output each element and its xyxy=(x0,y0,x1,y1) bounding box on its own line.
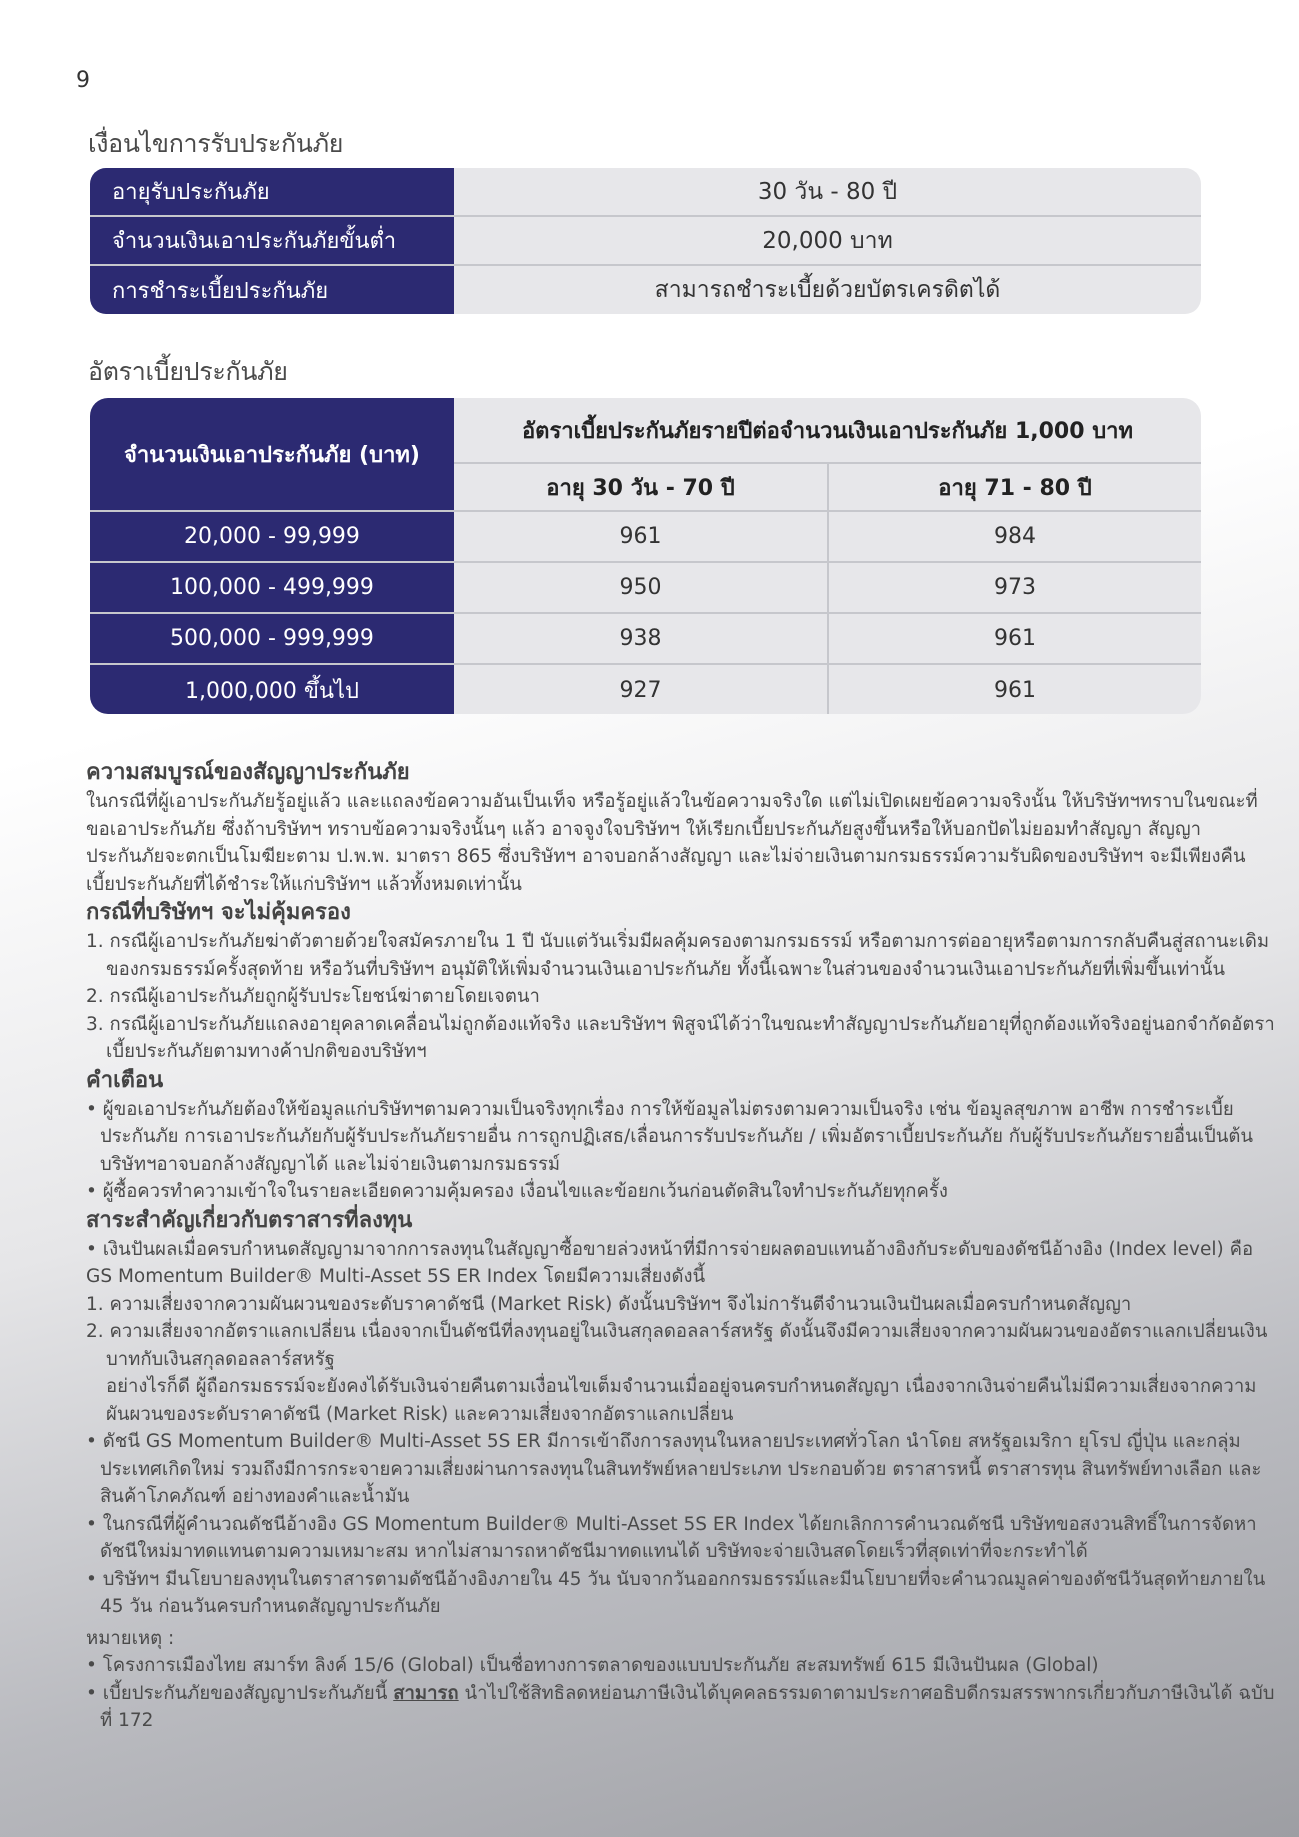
risk-item: 1. ความเสี่ยงจากความผันผวนของระดับราคาดัชนี (Market Risk) ดังนั้นบริษัทฯ จึงไม่การันตีจำนวนเงินปันผลเมื่อครบกำหนดสัญญา xyxy=(86,1293,1132,1315)
page-number: 9 xyxy=(76,68,90,93)
completeness-line: ประกันภัยจะตกเป็นโมฆียะตาม ป.พ.พ. มาตรา 865 ซึ่งบริษัทฯ อาจบอกล้างสัญญา และไม่จ่ายเงินตามกรมธรรม์ความรับผิดของบริษัทฯ จะมีเพียงคืน xyxy=(86,846,1246,867)
conditions-row xyxy=(90,168,1201,217)
rates-main-header: อัตราเบี้ยประกันภัยรายปีต่อจำนวนเงินเอาประกันภัย 1,000 บาท xyxy=(454,398,1201,464)
rates-row xyxy=(90,561,1201,612)
rates-column-header: จำนวนเงินเอาประกันภัย (บาท) xyxy=(123,442,420,468)
completeness-line: ขอเอาประกันภัย ซึ่งถ้าบริษัทฯ ทราบข้อความจริงนั้นๆ แล้ว อาจจูงใจบริษัทฯ ให้เรียกเบี้ยประกันภัยสูงขึ้นหรือให้บอกปัดไม่ยอมทำสัญญา สัญญา xyxy=(86,818,1202,840)
investment-bullet: • บริษัทฯ มีนโยบายลงทุนในตราสารตามดัชนีอ้างอิงภายใน 45 วัน นับจากวันออกกรมธรรม์และมีนโยบายที่จะคำนวณมูลค่าของดัชนีวันสุดท้ายภายใน 45 วัน ก่อนวันครบกำหนดสัญญาประกันภัย xyxy=(86,1568,1266,1617)
conditions-row xyxy=(90,266,1201,314)
conditions-label: การชำระเบี้ยประกันภัย xyxy=(90,266,454,314)
investment-intro: • เงินปันผลเมื่อครบกำหนดสัญญามาจากการลงทุนในสัญญาซื้อขายล่วงหน้าที่มีการจ่ายผลตอบแทนอ้างอิงกับระดับของดัชนีอ้างอิง (Index level) คือ GS Momentum Builder® Multi-Asset 5S ER Index โดยมีความเสี่ยงดังนี้ xyxy=(86,1238,1254,1287)
rates-band: 500,000 - 999,999 xyxy=(170,626,374,651)
conditions-label: อายุรับประกันภัย xyxy=(90,168,454,217)
note-text: นำไปใช้สิทธิลดหย่อนภาษีเงินได้บุคคลธรรมดาตามประกาศอธิบดีกรมสรรพากรเกี่ยวกับภาษีเงินได้ ฉบับที่ 172 xyxy=(100,1682,1275,1731)
rates-band: 100,000 - 499,999 xyxy=(170,575,374,600)
rates-row xyxy=(90,612,1201,663)
rates-value: 927 xyxy=(454,665,829,714)
note-item xyxy=(86,1680,1276,1735)
warning-item: • ผู้ขอเอาประกันภัยต้องให้ข้อมูลแก่บริษัทฯตามความเป็นจริงทุกเรื่อง การให้ข้อมูลไม่ตรงตามความเป็นจริง เช่น ข้อมูลสุขภาพ อาชีพ การชำระเบี้ยประกันภัย การเอาประกันภัยกับผู้รับประกันภัยรายอื่น การถูกปฏิเสธ/เลื่อนการรับประกันภัย / เพิ่มอัตราเบี้ยประกันภัย กับผู้รับประกันภัยรายอื่นเป็นต้น บริษัทฯอาจบอกล้างสัญญาได้ และไม่จ่ายเงินตามกรมธรรม์ xyxy=(86,1098,1254,1175)
rates-value: 961 xyxy=(994,678,1036,703)
warning-item: • ผู้ซื้อควรทำความเข้าใจในรายละเอียดความคุ้มครอง เงื่อนไขและข้อยกเว้นก่อนตัดสินใจทำประกันภัยทุกครั้ง xyxy=(86,1181,948,1202)
conditions-row xyxy=(90,217,1201,266)
completeness-line: ในกรณีที่ผู้เอาประกันภัยรู้อยู่แล้ว และแถลงข้อความอันเป็นเท็จ หรือรู้อยู่แล้วในข้อความจริงใด แต่ไม่เปิดเผยข้อความจริงนั้น ให้บริษัทฯทราบในขณะที่ xyxy=(86,791,1258,812)
rates-band: 20,000 - 99,999 xyxy=(184,524,360,549)
conditions-table xyxy=(90,168,1201,314)
rates-band: 1,000,000 ขึ้นไป xyxy=(184,679,360,704)
rates-subheader-age-71-80: อายุ 71 - 80 ปี xyxy=(938,475,1092,501)
rates-row xyxy=(90,510,1201,561)
note-text: • เบี้ยประกันภัยของสัญญาประกันภัยนี้ xyxy=(86,1682,394,1704)
note-emphasis: สามารถ xyxy=(393,1682,459,1704)
completeness-line: เบี้ยประกันภัยที่ได้ชำระให้แก่บริษัทฯ แล้วทั้งหมดเท่านั้น xyxy=(86,873,522,895)
rates-value: 973 xyxy=(994,575,1036,600)
rates-row xyxy=(90,663,1201,714)
conditions-title: เงื่อนไขการรับประกันภัย xyxy=(88,129,344,158)
note-item: • โครงการเมืองไทย สมาร์ท ลิงค์ 15/6 (Global) เป็นชื่อทางการตลาดของแบบประกันภัย สะสมทรัพย์ 615 มีเงินปันผล (Global) xyxy=(86,1655,1099,1676)
conditions-value: 20,000 บาท xyxy=(762,227,893,254)
investment-bullet: • ในกรณีที่ผู้คำนวณดัชนีอ้างอิง GS Momentum Builder® Multi-Asset 5S ER Index ได้ยกเลิกการคำนวณดัชนี บริษัทขอสงวนสิทธิ์ในการจัดหาดัชนีใหม่มาทดแทนตามความเหมาะสม หากไม่สามารถหาดัชนีมาทดแทนได้ บริษัทจะจ่ายเงินสดโดยเร็วที่สุดเท่าที่จะกระทำได้ xyxy=(86,1513,1257,1562)
completeness-title: ความสมบูรณ์ของสัญญาประกันภัย xyxy=(86,760,410,785)
exclusions-title: กรณีที่บริษัทฯ จะไม่คุ้มครอง xyxy=(86,900,351,925)
notes-title: หมายเหตุ : xyxy=(86,1627,175,1649)
rates-value: 950 xyxy=(454,563,829,612)
rates-value: 938 xyxy=(454,614,829,663)
rates-table xyxy=(90,398,1201,714)
policy-details xyxy=(86,758,1276,1735)
rates-value: 961 xyxy=(994,626,1036,651)
rates-title: อัตราเบี้ยประกันภัย xyxy=(88,357,288,386)
conditions-value: 30 วัน - 80 ปี xyxy=(757,178,898,205)
exclusion-item: 1. กรณีผู้เอาประกันภัยฆ่าตัวตายด้วยใจสมัครภายใน 1 ปี นับแต่วันเริ่มมีผลคุ้มครองตามกรมธรรม์ หรือตามการต่ออายุหรือตามการกลับคืนสู่สถานะเดิมของกรมธรรม์ครั้งสุดท้าย หรือวันที่บริษัทฯ อนุมัติให้เพิ่มจำนวนเงินเอาประกันภัย ทั้งนี้เฉพาะในส่วนของจำนวนเงินเอาประกันภัยที่เพิ่มขึ้นเท่านั้น xyxy=(86,931,1270,980)
conditions-value: สามารถชำระเบี้ยด้วยบัตรเครดิตได้ xyxy=(654,277,1001,303)
exclusion-item: 2. กรณีผู้เอาประกันภัยถูกผู้รับประโยชน์ฆ่าตายโดยเจตนา xyxy=(86,986,540,1007)
risk-note: อย่างไรก็ดี ผู้ถือกรมธรรม์จะยังคงได้รับเงินจ่ายคืนตามเงื่อนไขเต็มจำนวนเมื่ออยู่จนครบกำหนดสัญญา เนื่องจากเงินจ่ายคืนไม่มีความเสี่ยงจากความผันผวนของระดับราคาดัชนี (Market Risk) และความเสี่ยงจากอัตราแลกเปลี่ยน xyxy=(106,1376,1257,1425)
rates-value: 984 xyxy=(994,524,1036,549)
risk-item: 2. ความเสี่ยงจากอัตราแลกเปลี่ยน เนื่องจากเป็นดัชนีที่ลงทุนอยู่ในเงินสกุลดอลลาร์สหรัฐ ดังนั้นจึงมีความเสี่ยงจากความผันผวนของอัตราแลกเปลี่ยนเงินบาทกับเงินสกุลดอลลาร์สหรัฐ xyxy=(86,1321,1268,1370)
rates-value: 961 xyxy=(454,512,829,561)
conditions-label: จำนวนเงินเอาประกันภัยขั้นต่ำ xyxy=(90,217,454,266)
investment-title: สาระสำคัญเกี่ยวกับตราสารที่ลงทุน xyxy=(86,1207,413,1233)
investment-bullet: • ดัชนี GS Momentum Builder® Multi-Asset 5S ER มีการเข้าถึงการลงทุนในหลายประเทศทั่วโลก นำโดย สหรัฐอเมริกา ยุโรป ญี่ปุ่น และกลุ่มประเทศเกิดใหม่ รวมถึงมีการกระจายความเสี่ยงผ่านการลงทุนในสินทรัพย์หลายประเภท ประกอบด้วย ตราสารหนี้ ตราสารทุน สินทรัพย์ทางเลือก และสินค้าโภคภัณฑ์ อย่างทองคำและน้ำมัน xyxy=(86,1431,1262,1507)
warnings-title: คำเตือน xyxy=(86,1067,164,1093)
exclusion-item: 3. กรณีผู้เอาประกันภัยแถลงอายุคลาดเคลื่อนไม่ถูกต้องแท้จริง และบริษัทฯ พิสูจน์ได้ว่าในขณะทำสัญญาประกันภัยอายุที่ถูกต้องแท้จริงอยู่นอกจำกัดอัตราเบี้ยประกันภัยตามทางค้าปกติของบริษัทฯ xyxy=(86,1013,1275,1062)
rates-subheader-age-30d-70: อายุ 30 วัน - 70 ปี xyxy=(454,464,829,510)
